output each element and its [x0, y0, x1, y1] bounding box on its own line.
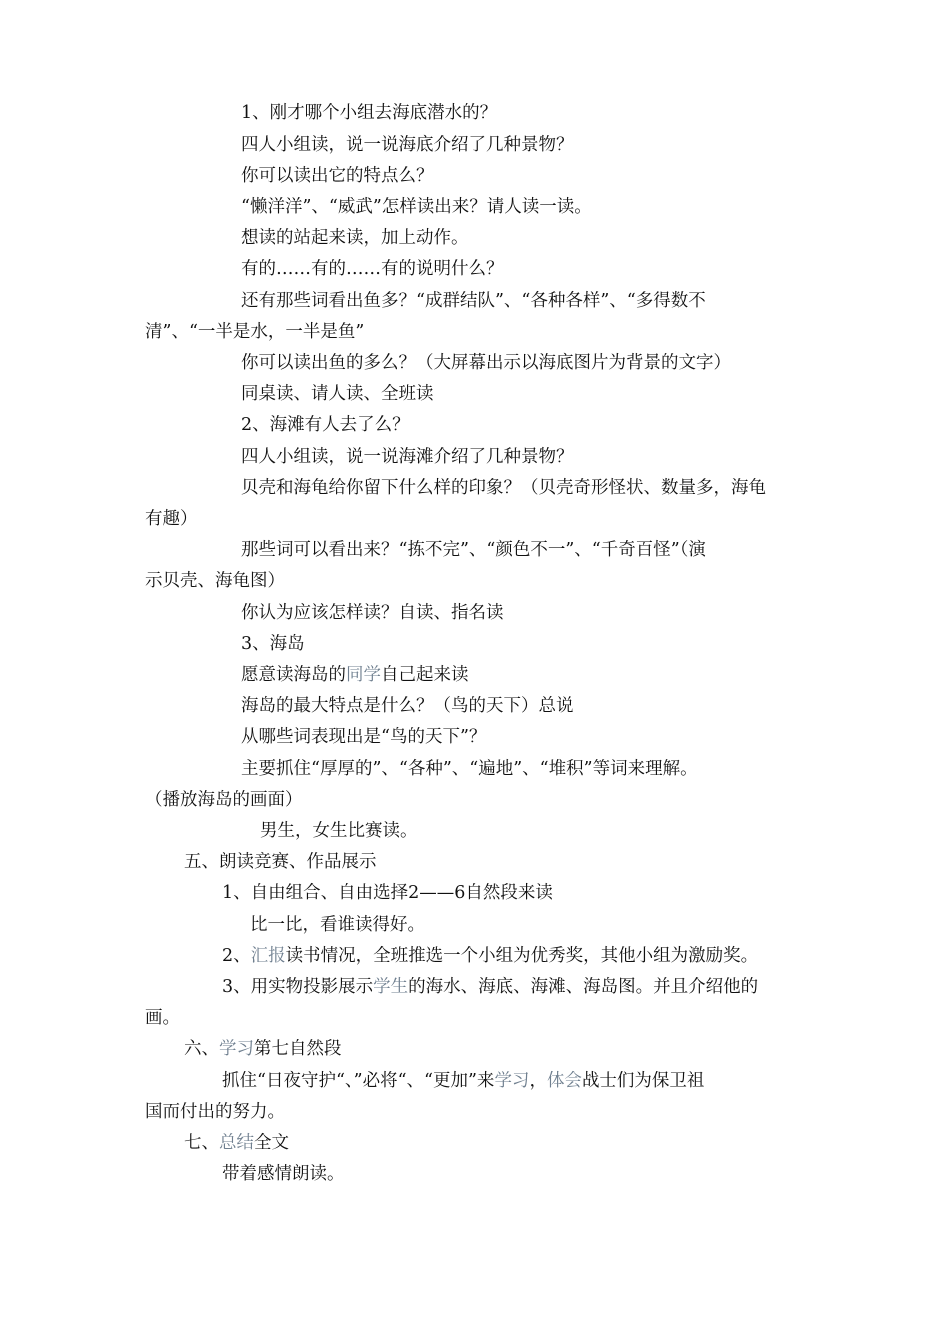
- link-word-study[interactable]: 学习: [219, 1039, 254, 1059]
- text-line: 同桌读、请人读、全班读: [241, 384, 434, 404]
- text-line: 海岛的最大特点是什么？（鸟的天下）总说: [241, 696, 574, 716]
- section-heading: [184, 1132, 289, 1154]
- link-word-learn[interactable]: 学习: [494, 1071, 530, 1091]
- text-line: 想读的站起来读，加上动作。: [241, 228, 469, 248]
- text-line: 男生，女生比赛读。: [260, 821, 418, 841]
- text-line: 你认为应该怎样读？自读、指名读: [241, 603, 504, 623]
- link-word-classmates[interactable]: 同学: [346, 665, 381, 685]
- text-segment: 的海水、海底、海滩、海岛图。并且介绍他的: [408, 977, 759, 997]
- text-line: 你可以读出它的特点么？: [241, 166, 434, 186]
- text-line: 画。: [145, 1008, 180, 1028]
- text-segment: 抓住“日夜守护“、”必将“、“更加”来: [222, 1071, 495, 1091]
- text-line: 2、海滩有人去了么？: [241, 415, 410, 435]
- section-heading: 五、朗读竞赛、作品展示: [184, 852, 377, 872]
- text-line: 那些词可以看出来？“拣不完”、“颜色不一”、“千奇百怪”（演: [241, 540, 706, 560]
- text-line: （播放海岛的画面）: [145, 790, 303, 810]
- text-line: 你可以读出鱼的多么？（大屏幕出示以海底图片为背景的文字）: [241, 353, 731, 373]
- text-line: 比一比，看谁读得好。: [250, 915, 425, 935]
- link-word-report[interactable]: 汇报: [250, 946, 286, 966]
- text-line: 清”、“一半是水，一半是鱼”: [145, 322, 365, 342]
- text-line: 四人小组读，说一说海滩介绍了几种景物？: [241, 447, 574, 467]
- text-line: [241, 664, 469, 686]
- text-line: 1、自由组合、自由选择2——6自然段来读: [222, 883, 553, 903]
- text-line: 带着感情朗读。: [222, 1164, 345, 1184]
- text-segment: 读书情况，全班推选一个小组为优秀奖，其他小组为激励奖。: [285, 946, 759, 966]
- text-segment: 第七自然段: [254, 1039, 342, 1059]
- text-line: 有趣）: [145, 509, 198, 529]
- text-line: [222, 976, 758, 998]
- text-line: 国而付出的努力。: [145, 1102, 285, 1122]
- text-segment: 全文: [254, 1133, 289, 1153]
- text-segment: 七、: [184, 1133, 219, 1153]
- text-segment: 3、用实物投影展示: [222, 977, 374, 997]
- text-line: [222, 945, 758, 967]
- text-segment: 战士们为保卫祖: [581, 1071, 705, 1091]
- text-line: 贝壳和海龟给你留下什么样的印象？（贝壳奇形怪状、数量多，海龟: [241, 478, 766, 498]
- text-line: 从哪些词表现出是“鸟的天下”？: [241, 727, 487, 747]
- text-line: 示贝壳、海龟图）: [145, 571, 285, 591]
- text-line: “懒洋洋”、“威武”怎样读出来？请人读一读。: [241, 197, 592, 217]
- text-segment: 自己起来读: [381, 665, 469, 685]
- text-line: 主要抓住“厚厚的”、“各种”、“遍地”、“堆积”等词来理解。: [241, 759, 698, 779]
- link-word-appreciate[interactable]: 体会: [546, 1071, 582, 1091]
- text-segment: 2、: [222, 946, 251, 966]
- link-word-students[interactable]: 学生: [373, 977, 409, 997]
- text-segment: 愿意读海岛的: [241, 665, 346, 685]
- text-line: 1、刚才哪个小组去海底潜水的？: [241, 103, 498, 123]
- text-line: [222, 1070, 704, 1092]
- text-line: 有的……有的……有的说明什么？: [241, 259, 504, 279]
- text-segment: 六、: [184, 1039, 219, 1059]
- section-heading: [184, 1038, 342, 1060]
- text-segment: ，: [529, 1071, 547, 1091]
- text-line: 还有那些词看出鱼多？“成群结队”、“各种各样”、“多得数不: [241, 291, 706, 311]
- link-word-summary[interactable]: 总结: [219, 1133, 254, 1153]
- text-line: 3、海岛: [241, 634, 305, 654]
- text-line: 四人小组读，说一说海底介绍了几种景物？: [241, 135, 574, 155]
